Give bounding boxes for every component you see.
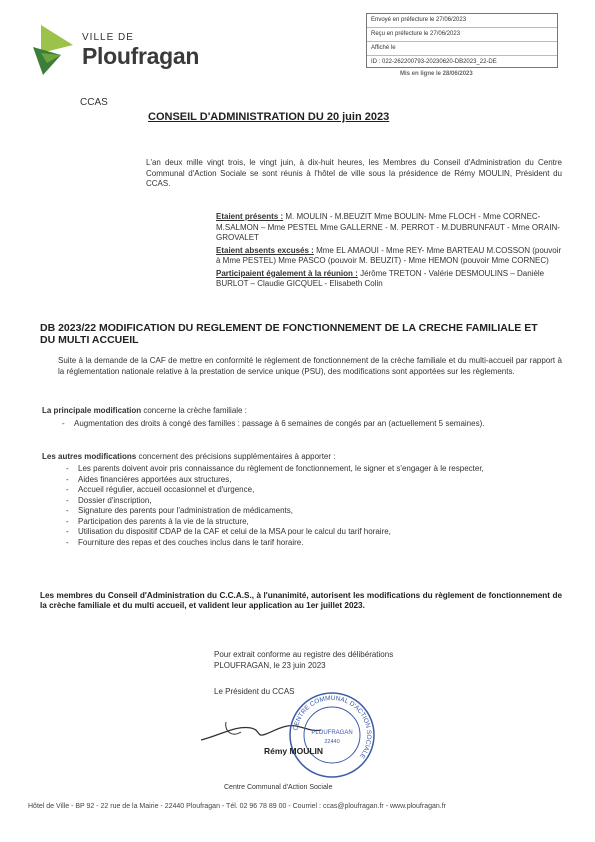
list-item: - Aides financières apportées aux structures, (78, 475, 532, 486)
official-seal-icon (287, 690, 377, 780)
also-text: Jérôme TRETON - Valérie DESMOULINS – Danièle BURLOT – Claudie GICQUEL - Elisabeth Colin (216, 268, 545, 288)
list-item: - Participation des parents à la vie de la structure, (78, 517, 532, 528)
body-intro: Suite à la demande de la CAF de mettre en conformité le règlement de fonctionnement de la crèche familiale et du multi-accueil par rapport à la réglementation nationale relative à la prestation de service unique (PSU), des modifications sont apportées sur les règlements. (58, 356, 562, 376)
main-mod-rest: concerne la crèche familiale : (141, 406, 247, 415)
document-title: CONSEIL D'ADMINISTRATION DU 20 juin 2023 (148, 111, 390, 123)
seal-code: 22440 (324, 739, 340, 745)
stamp-received: Reçu en préfecture le 27/06/2023 (367, 28, 557, 42)
other-mod-label: Les autres modifications (42, 452, 137, 461)
extract-line-2: PLOUFRAGAN, le 23 juin 2023 (214, 660, 326, 670)
prefecture-stamp (366, 13, 558, 68)
main-modification-heading (42, 406, 562, 417)
section-title: DB 2023/22 MODIFICATION DU REGLEMENT DE FONCTIONNEMENT DE LA CRECHE FAMILIALE ET DU MULTI ACCUEIL (40, 322, 538, 346)
main-modification-list (58, 419, 558, 430)
list-item: - Augmentation des droits à congé des familles : passage à 6 semaines de congés par an (actuellement 5 semaines). (74, 419, 558, 430)
excused-line (216, 246, 562, 267)
ploufragan-logo-icon (33, 25, 73, 75)
list-item: - Accueil régulier, accueil occasionnel et d'urgence, (78, 485, 532, 496)
present-line (216, 212, 562, 244)
online-date: Mis en ligne le 28/06/2023 (400, 71, 473, 77)
other-mod-rest: concernent des précisions supplémentaires à apporter : (136, 452, 336, 461)
conclusion-paragraph: Les membres du Conseil d'Administration du C.C.A.S., à l'unanimité, autorisent les modifications du règlement de fonctionnement de la crèche familiale et du multi accueil, et valident leur application au 1er juillet 2023. (40, 591, 562, 610)
extract-block (214, 650, 393, 671)
list-item: - Signature des parents pour l'administration de médicaments, (78, 506, 532, 517)
list-item: - Fourniture des repas et des couches inclus dans le tarif horaire. (78, 538, 532, 549)
list-item: - Dossier d'inscription, (78, 496, 532, 507)
stamp-sent: Envoyé en préfecture le 27/06/2023 (367, 14, 557, 28)
seal-text: CENTRE COMMUNAL D'ACTION SOCIALE (292, 694, 373, 760)
main-mod-label: La principale modification (42, 406, 142, 415)
other-modifications-heading (42, 452, 562, 463)
footer-address: Hôtel de Ville - BP 92 - 22 rue de la Mairie - 22440 Ploufragan - Tél. 02 96 78 89 00 - Courriel : ccas@ploufragan.fr - www.ploufragan.fr (28, 803, 446, 810)
ville-de-label: VILLE DE (82, 32, 134, 43)
city-name: Ploufragan (82, 43, 200, 69)
extract-line-1: Pour extrait conforme au registre des délibérations (214, 650, 394, 659)
list-item: - Les parents doivent avoir pris connaissance du règlement de fonctionnement, le signer et s'engager à le respecter, (78, 464, 532, 475)
signatory-name: Rémy MOULIN (264, 746, 324, 756)
stamp-id: ID : 022-262200793-20230620-DB2023_22-DE (371, 59, 497, 65)
list-item: - Utilisation du dispositif CDAP de la CAF et celui de la MSA pour le calcul du tarif horaire, (78, 527, 532, 538)
department-label: CCAS (80, 97, 108, 108)
excused-text: Mme EL AMAOUI - Mme REY- Mme BARTEAU M.COSSON (pouvoir à Mme PESTEL) Mme PASCO (pouvoir M. BEUZIT) - Mme HEMON (pouvoir Mme CORNEC) (216, 245, 562, 265)
intro-paragraph: L'an deux mille vingt trois, le vingt juin, à dix-huit heures, les Membres du Conseil d'Administration du Centre Communal d'Action Sociale se sont réunis à l'hôtel de ville sous la présidence de Rémy MOULIN, Président du CCAS. (146, 158, 562, 188)
also-line (216, 269, 562, 290)
attendance-block (216, 212, 562, 292)
president-label: Le Président du CCAS (214, 687, 295, 696)
excused-label: Etaient absents excusés : (216, 245, 314, 255)
seal-city: PLOUFRAGAN (311, 730, 353, 736)
also-label: Participaient également à la réunion : (216, 268, 358, 278)
other-modifications-list (62, 464, 532, 548)
stamp-posted: Affiché le (367, 42, 557, 56)
footer-organization: Centre Communal d'Action Sociale (224, 784, 333, 791)
present-label: Etaient présents : (216, 212, 284, 221)
present-text: M. MOULIN - M.BEUZIT Mme BOULIN- Mme FLOCH - Mme CORNEC- M.SALMON – Mme PESTEL Mme GALLERNE - M. PERROT - M.DUBRUNFAUT - Mme ORAIN-GROVALET (216, 212, 560, 242)
